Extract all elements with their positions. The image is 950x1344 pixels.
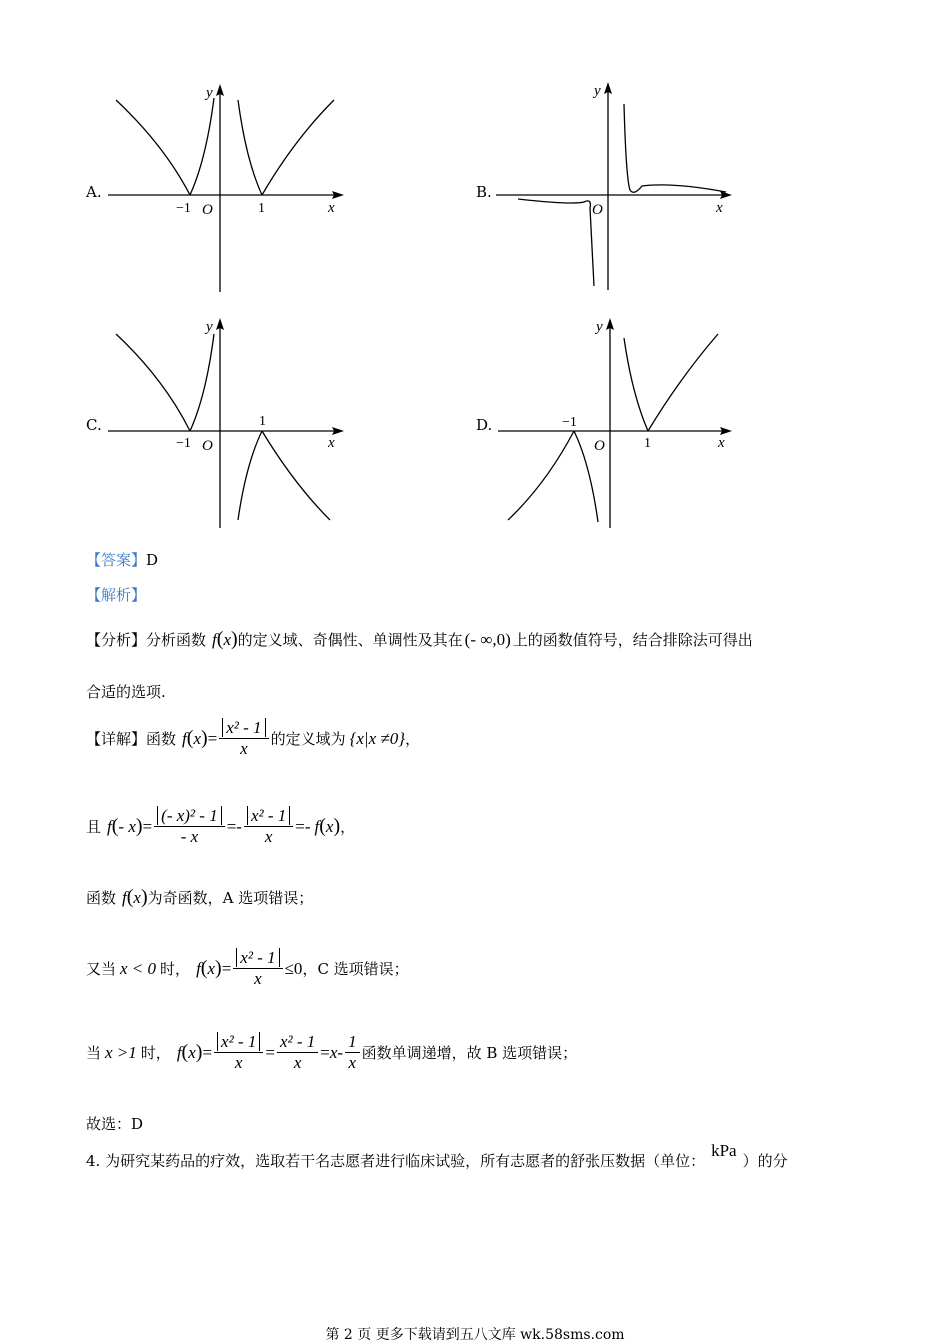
analysis-line2: 合适的选项. <box>86 683 166 701</box>
y-label: y <box>594 83 601 99</box>
numerator: 1 <box>345 1032 360 1053</box>
text: 时， <box>140 1044 171 1062</box>
graph-d <box>494 314 744 532</box>
text: 上的函数值符号，结合排除法可得出 <box>512 631 753 649</box>
text: 当 <box>86 1044 102 1062</box>
analysis-tag: 【解析】 <box>86 586 147 604</box>
x-label: x <box>716 200 723 216</box>
text: ， <box>340 818 356 836</box>
relation: ≤0 <box>284 958 303 978</box>
fraction <box>345 1032 360 1073</box>
text: 时， <box>160 960 191 978</box>
curve-d-4 <box>648 334 718 431</box>
curve-c-1 <box>116 334 190 431</box>
curve-a-2 <box>190 98 214 195</box>
curve-c-4 <box>262 431 330 520</box>
tick-1: 1 <box>258 201 265 216</box>
detail-tag: 【详解】 <box>86 730 147 748</box>
text: 函数 <box>146 730 177 748</box>
text: 的定义域、奇偶性、单调性及其在 <box>237 631 463 649</box>
text: ， <box>405 730 421 748</box>
fraction <box>277 1032 318 1073</box>
answer-value: D <box>146 551 159 569</box>
numerator: (- x)² - 1 <box>157 806 222 825</box>
analysis-subtag: 【分析】 <box>86 631 147 649</box>
graph-a <box>104 80 354 295</box>
curve-d-1 <box>508 431 574 520</box>
tick-neg1: −1 <box>562 415 577 430</box>
fraction <box>233 948 282 989</box>
x-label: x <box>328 200 335 216</box>
detail-line-4: 又当 x < 0 时， f ( x ) = $\frac{\text{x² - 1}}{x}$ ≤0 ，C 选项错误； <box>86 948 409 988</box>
denominator: x <box>240 739 248 758</box>
curve-b-right <box>624 104 726 192</box>
x-label: x <box>328 435 335 451</box>
conclusion: 故选：D <box>86 1115 144 1133</box>
origin-label: O <box>592 202 603 218</box>
origin-label: O <box>202 438 213 454</box>
numerator: x² - 1 <box>236 948 279 967</box>
tick-neg1: −1 <box>176 436 191 451</box>
y-label: y <box>206 319 213 335</box>
text: 为奇函数，A 选项错误； <box>147 889 314 907</box>
fraction <box>154 806 225 847</box>
analysis-paragraph: 【分析】 分析函数 f ( x ) 的定义域、奇偶性、单调性及其在 (- ∞,0) 上的函数值符号，结合排除法可得出 <box>86 628 753 650</box>
fraction <box>214 1032 263 1073</box>
condition: x >1 <box>105 1042 137 1062</box>
origin-label: O <box>202 202 213 218</box>
denominator: - x <box>180 827 199 846</box>
numerator: x² - 1 <box>217 1032 260 1051</box>
answer-tag: 【答案】 <box>86 551 147 569</box>
y-label: y <box>596 319 603 335</box>
detail-line-2: 且 f ( - x ) = $\frac{\text{(- x)² - 1}}{- x}$ =- $\frac{\text{x² - 1}}{x}$ =- f ( x ) ， <box>86 806 356 846</box>
curve-c-3 <box>238 431 262 520</box>
interval: (- ∞,0) <box>464 629 511 649</box>
tick-1: 1 <box>259 414 266 429</box>
fx: f <box>212 629 217 649</box>
text: 分析函数 <box>146 631 207 649</box>
text: 函数 <box>86 889 117 907</box>
domain-set: x|x ≠0 <box>356 728 399 748</box>
numerator: x² - 1 <box>247 806 290 825</box>
question-text: 4. 为研究某药品的疗效，选取若干名志愿者进行临床试验，所有志愿者的舒张压数据（单位： <box>86 1152 706 1170</box>
origin-label: O <box>594 438 605 454</box>
text: 又当 <box>86 960 117 978</box>
option-c-label: C. <box>86 416 102 434</box>
detail-line-3: 函数 f ( x ) 为奇函数，A 选项错误； <box>86 886 314 908</box>
question-4 <box>86 1140 788 1171</box>
text: 函数单调递增，故 B 选项错误； <box>361 1044 578 1062</box>
y-label: y <box>206 85 213 101</box>
fraction <box>244 806 293 847</box>
fraction <box>219 718 268 759</box>
numerator: x² - 1 <box>222 718 265 737</box>
fx-arg: x <box>223 629 231 649</box>
graph-b <box>492 78 742 293</box>
detail-line-5: 当 x >1 时， f ( x ) = $\frac{\text{x² - 1}}{x}$ = $\frac{\text{x² - 1}}{x}$ = x - $\frac{1}{x}$ 函数单调递增，故 B 选项错误； <box>86 1032 578 1072</box>
curve-b-left <box>518 199 594 286</box>
curve-d-3 <box>624 338 648 431</box>
page-footer: 第 2 页 更多下载请到五八文库 wk.58sms.com <box>325 1327 625 1343</box>
text: 且 <box>86 818 102 836</box>
tick-1: 1 <box>644 436 651 451</box>
denominator: x <box>348 1053 357 1072</box>
question-tail: ）的分 <box>742 1152 788 1170</box>
curve-a-1 <box>116 100 190 195</box>
detail-line-1: 【详解】 函数 f ( x ) = $\frac{\text{x² - 1}}{x}$ 的定义域为 { x|x ≠0 } ， <box>86 718 421 758</box>
denominator: x <box>254 969 262 988</box>
numerator: x² - 1 <box>277 1032 318 1053</box>
curve-a-4 <box>262 100 334 195</box>
option-a-label: A. <box>86 183 102 201</box>
text: ，C 选项错误； <box>302 960 409 978</box>
x-label: x <box>718 435 725 451</box>
denominator: x <box>264 827 273 846</box>
denominator: x <box>234 1053 243 1072</box>
graph-c <box>104 314 354 532</box>
condition: x < 0 <box>120 958 157 978</box>
answer-line <box>86 550 158 570</box>
tick-neg1: −1 <box>176 201 191 216</box>
curve-c-2 <box>190 334 214 431</box>
denominator: x <box>293 1053 302 1072</box>
text: 的定义域为 <box>270 730 346 748</box>
option-d-label: D. <box>476 416 493 434</box>
curve-a-3 <box>238 100 262 195</box>
option-b-label: B. <box>476 183 492 201</box>
unit: kPa <box>711 1140 737 1160</box>
